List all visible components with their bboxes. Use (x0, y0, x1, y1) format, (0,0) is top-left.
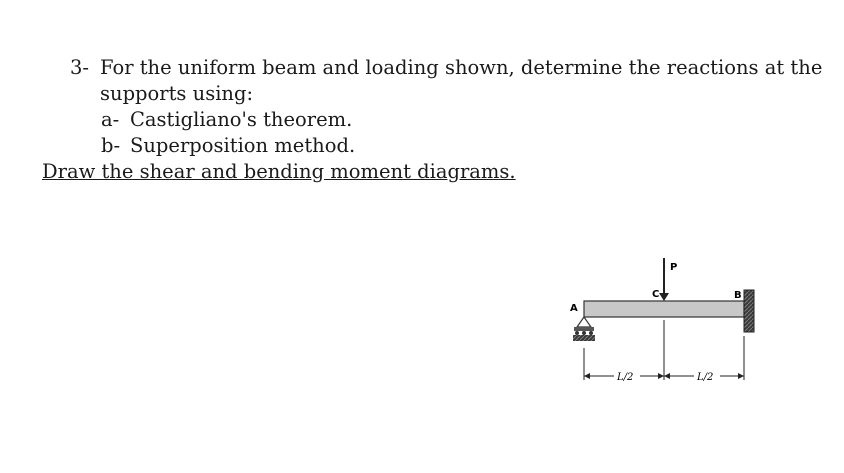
load-arrow-p (659, 258, 669, 301)
fixed-support-b (744, 290, 754, 332)
label-a: A (570, 303, 578, 314)
part-b-text: Superposition method. (130, 134, 356, 157)
question-text-line-1: For the uniform beam and loading shown, determine the reactions at the (100, 56, 823, 79)
beam (584, 301, 744, 317)
question-text-line-2: supports using: (100, 82, 254, 105)
dimension-right: L/2 (697, 372, 714, 383)
question-number: 3- (70, 56, 89, 79)
beam-figure (560, 248, 800, 398)
dimension-lines (584, 320, 744, 380)
label-p: P (670, 262, 678, 273)
label-b: B (734, 290, 742, 301)
dimension-left: L/2 (617, 372, 634, 383)
part-a-text: Castigliano's theorem. (130, 108, 353, 131)
instruction-text: Draw the shear and bending moment diagrams. (42, 160, 516, 183)
part-a-label: a- (101, 108, 120, 131)
roller-support-a (573, 317, 595, 341)
label-c: C (652, 289, 660, 300)
part-b-label: b- (101, 134, 121, 157)
